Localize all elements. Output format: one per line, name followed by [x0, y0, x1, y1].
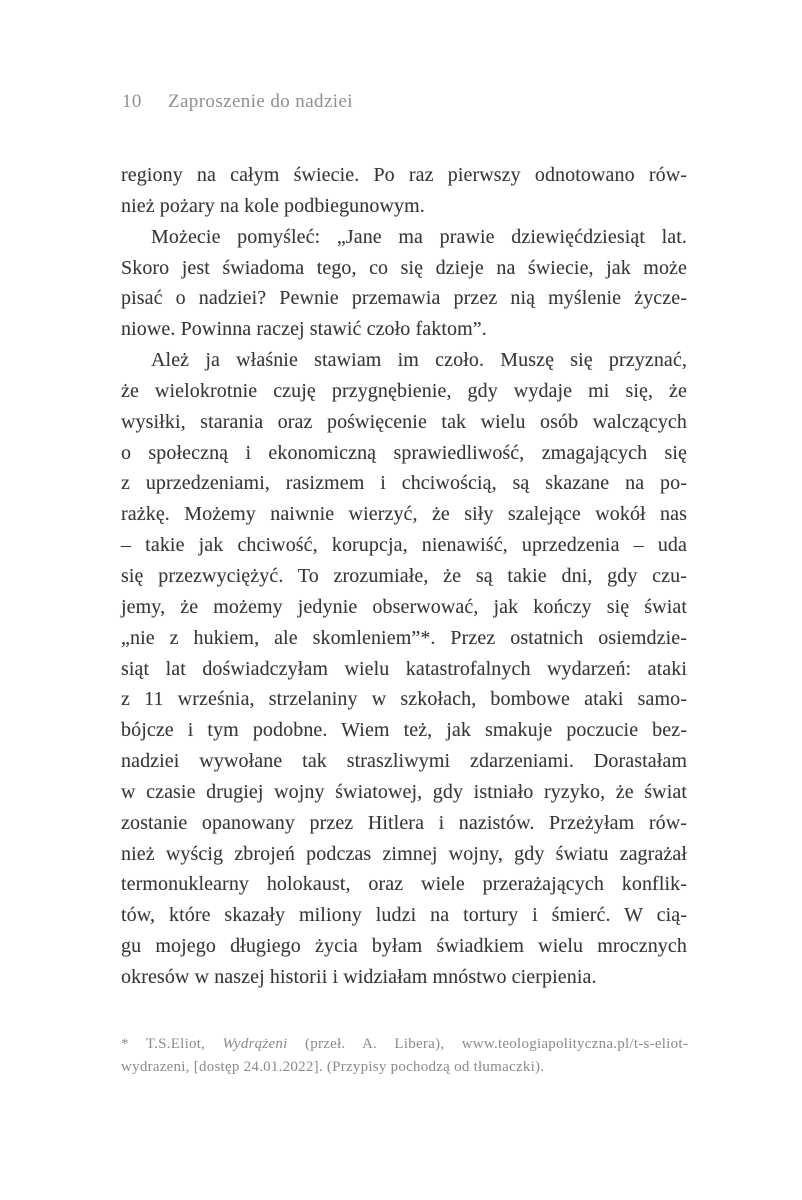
- text-line: w czasie drugiej wojny światowej, gdy istniało ryzyko, że świat: [121, 780, 687, 803]
- footnote: [121, 1033, 688, 1078]
- running-header-title: Zaproszenie do nadziei: [167, 91, 353, 112]
- body-text: [121, 160, 687, 993]
- text-line: bójcze i tym podobne. Wiem też, jak smakuje poczucie bez-: [121, 719, 687, 742]
- text-line: okresów w naszej historii i widziałam mnóstwo cierpienia.: [121, 965, 597, 988]
- page-number: 10: [122, 91, 142, 112]
- text-line: nadziei wywołane tak straszliwymi zdarzeniami. Dorastałam: [121, 750, 687, 773]
- text-line: pisać o nadziei? Pewnie przemawia przez nią myślenie życze-: [121, 287, 687, 310]
- text-line: Ależ ja właśnie stawiam im czoło. Muszę się przyznać,: [151, 349, 687, 372]
- text-line: wysiłki, starania oraz poświęcenie tak wielu osób walczących: [121, 410, 687, 433]
- text-line: nież wyścig zbrojeń podczas zimnej wojny, gdy światu zagrażał: [121, 842, 687, 865]
- text-line: że wielokrotnie czuję przygnębienie, gdy wydaje mi się, że: [121, 379, 687, 402]
- text-line: termonuklearny holokaust, oraz wiele przerażających konflik-: [121, 873, 687, 896]
- text-line: zostanie opanowany przez Hitlera i nazistów. Przeżyłam rów-: [121, 811, 687, 834]
- text-line: siąt lat doświadczyłam wielu katastrofalnych wydarzeń: ataki: [121, 657, 687, 680]
- text-line: z uprzedzeniami, rasizmem i chciwością, są skazane na po-: [121, 472, 687, 495]
- text-line: się przezwyciężyć. To zrozumiałe, że są takie dni, gdy czu-: [121, 564, 687, 587]
- text-line: gu mojego długiego życia byłam świadkiem wielu mrocznych: [121, 935, 687, 958]
- running-header: [122, 90, 353, 114]
- text-line: z 11 września, strzelaniny w szkołach, bombowe ataki samo-: [121, 688, 687, 711]
- text-line: tów, które skazały miliony ludzi na tortury i śmierć. W cią-: [121, 904, 687, 927]
- footnote-citation-url: (przeł. A. Libera), www.teologiapolityczna.pl/t-s-eliot-: [287, 1036, 688, 1052]
- text-line: o społeczną i ekonomiczną sprawiedliwość, zmagających się: [121, 441, 687, 464]
- text-line: jemy, że możemy jedynie obserwować, jak kończy się świat: [121, 595, 687, 618]
- text-line: nież pożary na kole podbiegunowym.: [121, 194, 425, 217]
- footnote-work-title: Wydrążeni: [222, 1036, 288, 1052]
- footnote-line-1: [121, 1033, 688, 1056]
- text-line: „nie z hukiem, ale skomleniem”*. Przez ostatnich osiemdzie-: [121, 626, 687, 649]
- text-line: regiony na całym świecie. Po raz pierwszy odnotowano rów-: [121, 164, 687, 186]
- text-line: – takie jak chciwość, korupcja, nienawiść, uprzedzenia – uda: [121, 534, 687, 557]
- footnote-citation-start: * T.S.Eliot,: [121, 1036, 223, 1052]
- text-line: rażkę. Możemy naiwnie wierzyć, że siły szalejące wokół nas: [121, 503, 687, 526]
- footnote-line-2: wydrazeni, [dostęp 24.01.2022]. (Przypisy pochodzą od tłumaczki).: [121, 1058, 545, 1075]
- text-line: Możecie pomyśleć: „Jane ma prawie dziewięćdziesiąt lat.: [151, 225, 687, 248]
- text-line: Skoro jest świadoma tego, co się dzieje na świecie, jak może: [121, 256, 687, 279]
- text-line: niowe. Powinna raczej stawić czoło faktom”.: [121, 318, 487, 341]
